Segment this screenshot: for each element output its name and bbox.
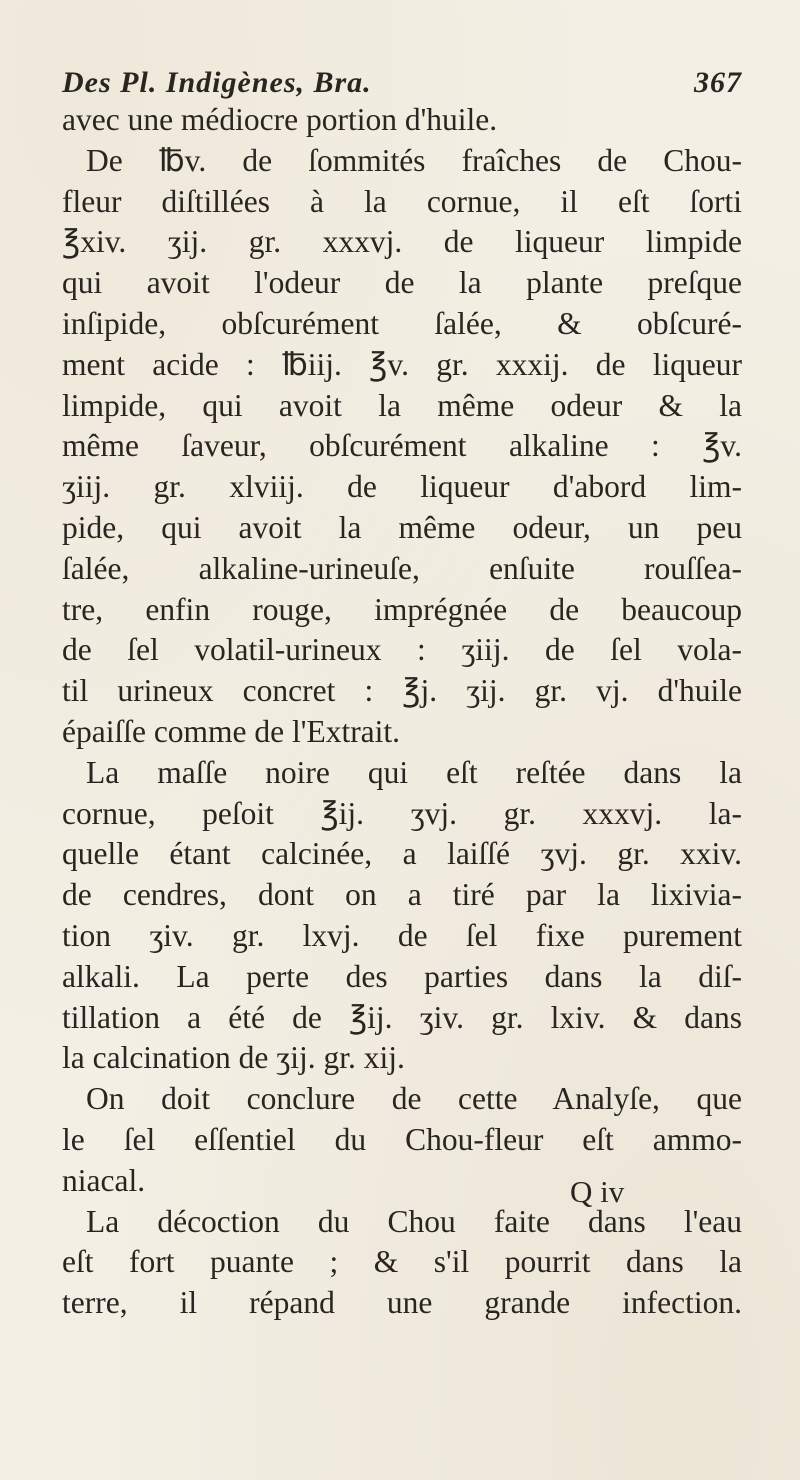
- text-line: On doit conclure de cette Analyſe, que: [86, 1081, 742, 1117]
- text-line: avec une médiocre portion d'huile.: [62, 102, 498, 137]
- text-line: quelle étant calcinée, a laiſſé ʒvj. gr. xxiv.: [62, 836, 742, 872]
- text-line: til urineux concret : ℥j. ʒij. gr. vj. d'huile: [62, 673, 742, 709]
- text-line: même ſaveur, obſcurément alkaline : ℥v.: [62, 428, 742, 464]
- text-line: le ſel eſſentiel du Chou-fleur eſt ammo-: [62, 1121, 742, 1157]
- text-line: De ℔v. de ſommités fraîches de Chou-: [86, 142, 742, 178]
- text-line: tion ʒiv. gr. lxvj. de ſel fixe purement: [62, 917, 742, 953]
- running-title: Des Pl. Indigènes, Bra.: [62, 66, 372, 99]
- text-line: de ſel volatil-urineux : ʒiij. de ſel vola-: [62, 632, 742, 668]
- text-line: ℥xiv. ʒij. gr. xxxvj. de liqueur limpide: [62, 224, 742, 260]
- text-line: ʒiij. gr. xlviij. de liqueur d'abord lim-: [62, 469, 742, 505]
- signature-mark: Q iv: [570, 1174, 625, 1209]
- text-line: de cendres, dont on a tiré par la lixivia-: [62, 877, 742, 913]
- text-line: qui avoit l'odeur de la plante preſque: [62, 265, 742, 301]
- text-line: La maſſe noire qui eſt reſtée dans la: [86, 754, 742, 790]
- text-line: ſalée, alkaline-urineuſe, enſuite rouſſea-: [62, 550, 742, 586]
- text-line: tre, enfin rouge, imprégnée de beaucoup: [62, 591, 742, 627]
- text-line: cornue, peſoit ℥ij. ʒvj. gr. xxxvj. la-: [62, 795, 742, 831]
- text-line: eſt fort puante ; & s'il pourrit dans la: [62, 1244, 742, 1280]
- text-line: alkali. La perte des parties dans la diſ-: [62, 958, 742, 994]
- text-line: terre, il répand une grande infection.: [62, 1285, 742, 1321]
- page-number: 367: [694, 66, 742, 99]
- text-line: limpide, qui avoit la même odeur & la: [62, 387, 742, 423]
- text-line: ment acide : ℔iij. ℥v. gr. xxxij. de liqueur: [62, 346, 742, 382]
- text-line: fleur diſtillées à la cornue, il eſt ſorti: [62, 183, 742, 219]
- text-line: La décoction du Chou faite dans l'eau: [86, 1203, 742, 1239]
- text-line: la calcination de ʒij. gr. xij.: [62, 1040, 405, 1076]
- text-line: épaiſſe comme de l'Extrait.: [62, 713, 401, 749]
- body-text: [62, 100, 742, 1324]
- text-line: inſipide, obſcurément ſalée, & obſcuré-: [62, 305, 742, 341]
- text-line: tillation a été de ℥ij. ʒiv. gr. lxiv. & dans: [62, 999, 742, 1035]
- text-line: niacal.: [62, 1162, 146, 1198]
- text-line: pide, qui avoit la même odeur, un peu: [62, 509, 742, 545]
